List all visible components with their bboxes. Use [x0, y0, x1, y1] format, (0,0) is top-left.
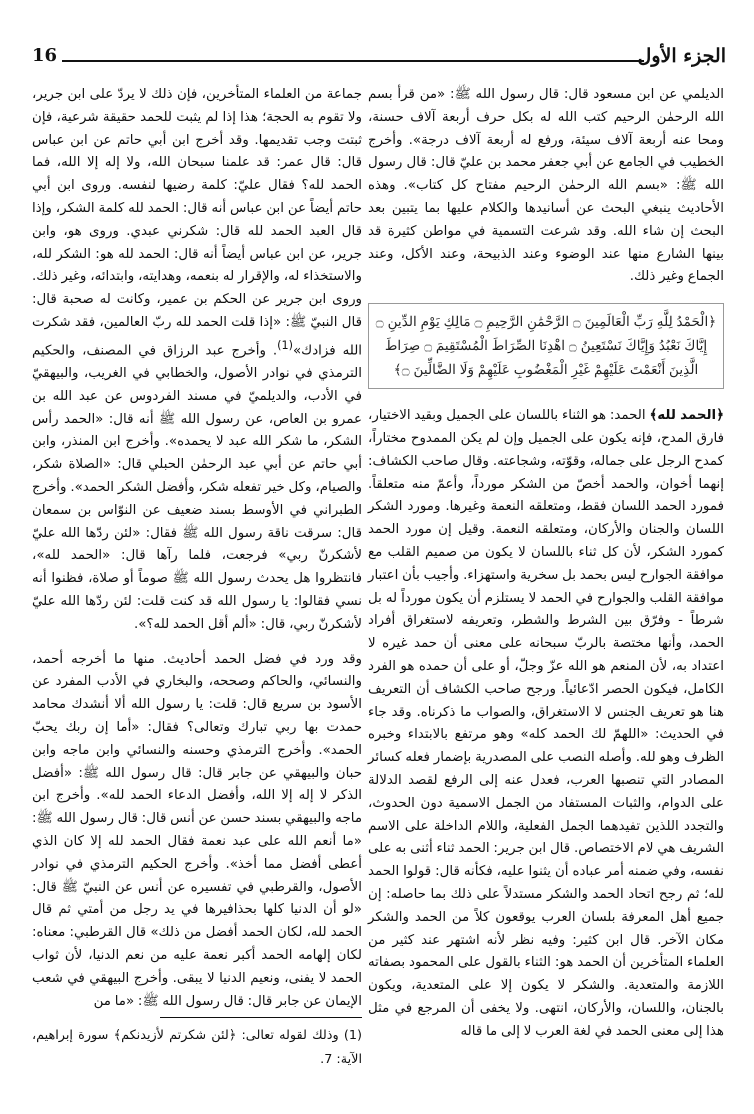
page-number: 16 [32, 45, 58, 66]
footnote-marker: (1) [277, 338, 293, 352]
quran-verse-box: ﴿الْحَمْدُ لِلَّهِ رَبِّ الْعَالَمِينَ ۝ الرَّحْمَٰنِ الرَّحِيمِ ۝ مَالِكِ يَوْمِ الدِّينِ ۝ إِيَّاكَ نَعْبُدُ وَإِيَّاكَ نَسْتَعِينُ ۝ اهْدِنَا الصِّرَاطَ الْمُسْتَقِيمَ ۝ صِرَاطَ الَّذِينَ أَنْعَمْتَ عَلَيْهِمْ غَيْرِ الْمَغْضُوبِ عَلَيْهِمْ وَلَا الضَّالِّينَ ۝﴾ [368, 303, 724, 389]
footnote-rule [160, 1017, 362, 1018]
running-title: الجزء الأول [637, 45, 726, 67]
right-paragraph-1: الديلمي عن ابن مسعود قال: قال رسول الله ﷺ: «من قرأ بسم الله الرحمٰن الرحيم كتب الله له بكل حرف أربعة آلاف حسنة، ومحا عنه أربعة آلاف سيئة، ورفع له أربعة آلاف درجة». وأخرج الخطيب في الجامع عن أبي جعفر محمد بن عليّ قال: قال رسول الله ﷺ: «بسم الله الرحمٰن الرحيم مفتاح كل كتاب». وهذه الأحاديث ينبغي البحث عن أسانيدها والكلام عليها بما يتبين بعد البحث إن شاء الله. وقد شرعت التسمية في مواطن كثيرة قد بينها الشارع منها عند الوضوء وعند الذبيحة، وعند الأكل، وعند الجماع وغير ذلك. [368, 87, 724, 285]
right-paragraph-2-text: الحمد: هو الثناء باللسان على الجميل وبقيد الاختيار، فارق المدح، فإنه يكون على الجميل وإن لم يكن الممدوح مختاراً، كمدح الرجل على جماله، وقوّته، وشجاعته. وقال صاحب الكشاف: إنهما أخوان، والحمد أخصّ من الشكر مورداً، وأعمّ منه متعلقاً. فمورد الحمد اللسان فقط، ومتعلقه النعمة وغيرها. ومورد الشكر اللسان والجنان والأركان، ومتعلقه النعمة. وقيل إن مورد الحمد كمورد الشكر، لأن كل ثناء باللسان لا يكون من صميم القلب مع موافقة الجوارح ليس بحمد بل سخرية واستهزاء. وأجيب بأن اعتبار موافقة القلب والجوارح في الحمد لا يستلزم أن يكون مورداً له بل شرطاً - وفرّق بين الشرط والشطر، وتعريفه لاستغراق أفراد الحمد، وأنها مختصة بالربّ سبحانه على معنى أن حمد غيره لا اعتداد به، لأن المنعم هو الله عزّ وجلّ، أو على أن حمده هو الفرد الكامل، فيكون الحصر ادّعائياً. ورجح صاحب الكشاف أن التعريف هنا هو تعريف الجنس لا الاستغراق، والصواب ما ذكرناه. وقد جاء في الحديث: «اللهمّ لك الحمد كله» وهو مرتفع بالابتداء وخبره الظرف وهو لله. وأصله النصب على المصدرية بإضمار فعله كسائر المصادر التي تنصبها العرب، فعدل عنه إلى الرفع لقصد الدلالة على الدوام، والثبات المستفاد من الجمل الاسمية دون الحدوث، والتجدد اللذين تفيدهما الجمل الفعلية، واللام الداخلة على الاسم الشريف هي لام الاختصاص. قال ابن جرير: الحمد ثناء أثنى به على نفسه، وفي ضمنه أمر عباده أن يثنوا عليه، فكأنه قال: قولوا الحمد لله؛ ثم رجح اتحاد الحمد والشكر مستدلاً على ذلك بما حاصله: إن جميع أهل المعرفة بلسان العرب يوقعون كلاً من الحمد والشكر مكان الآخر. قال ابن كثير: وفيه نظر لأنه اشتهر عند كثير من العلماء المتأخرين أن الحمد هو: الثناء بالقول على المحمود بصفاته اللازمة والمتعدية. والشكر لا يكون إلا على المتعدية، ويكون بالجنان، واللسان، والأركان، انتهى. ولا يخفى أن المرجع في مثل هذا إلى معنى الحمد في لغة العرب لا إلى ما قاله [368, 408, 724, 1039]
page-header [32, 44, 726, 72]
left-paragraph-1 [32, 84, 362, 637]
header-rule [62, 60, 644, 62]
left-column [32, 84, 362, 1013]
footnote: (1) وذلك لقوله تعالى: ﴿لئن شكرتم لأزيدنكم﴾ سورة إبراهيم، الآية: 7. [32, 1028, 362, 1067]
left-paragraph-2: وقد ورد في فضل الحمد أحاديث. منها ما أخرجه أحمد، والنسائي، والحاكم وصححه، والبخاري في الأدب المفرد عن الأسود بن سريع قال: قلت: يا رسول الله ألا أنشدك محامد حمدت بها ربي تبارك وتعالى؟ فقال: «أما إن ربك يحبّ الحمد». وأخرج الترمذي وحسنه والنسائي وابن ماجه وابن حبان والبيهقي عن جابر قال: قال رسول الله ﷺ: «أفضل الذكر لا إله إلا الله، وأفضل الدعاء الحمد لله». وأخرج ابن ماجه والبيهقي بسند حسن عن أنس قال: قال رسول الله ﷺ: «ما أنعم الله على عبد نعمة فقال الحمد لله إلا كان الذي أعطى أفضل مما أخذ». وأخرج الحكيم الترمذي في نوادر الأصول، والقرطبي في تفسيره عن أنس عن النبيّ ﷺ قال: «لو أن الدنيا كلها بحذافيرها في يد رجل من أمتي ثم قال الحمد لله، لكان الحمد أفضل من ذلك» قال القرطبي: معناه: لكان إلهامه الحمد أكبر نعمة عليه من نعم الدنيا، لأن ثواب الحمد لا يفنى، ونعيم الدنيا لا يبقى. وأخرج البيهقي في شعب الإيمان عن جابر قال: قال رسول الله ﷺ: «ما من [32, 651, 362, 1009]
left-paragraph-1-text: جماعة من العلماء المتأخرين، فإن ذلك لا يردّ على ابن جرير، ولا تقوم به الحجة؛ هذا إذا لم يثبت للحمد حقيقة شرعية، فإن ثبتت وجب تقديمها. وقد أخرج ابن أبي حاتم عن ابن عباس قال: قال عمر: قد علمنا سبحان الله، ولا إله إلا الله، فما الحمد لله؟ فقال عليّ: كلمة رضيها لنفسه. وروى ابن أبي حاتم أيضاً عن ابن عباس أنه قال: الحمد لله كلمة الشكر، وإذا قال العبد الحمد لله قال: شكرني عبدي. وروى هو، وابن جرير، عن ابن عباس أيضاً أنه قال: الحمد لله هو: الشكر لله، والاستخذاء له، والإقرار له بنعمه، وهدايته، وابتدائه، وغير ذلك. وروى ابن جرير عن الحكم بن عمير، وكانت له صحبة قال: قال النبيّ ﷺ: «إذا قلت الحمد لله ربّ العالمين، فقد شكرت الله فزادك» [32, 87, 362, 359]
verse-lead: ﴿الحمد لله﴾ [649, 408, 724, 424]
right-paragraph-2 [368, 405, 724, 1043]
left-paragraph-1-end: . وأخرج عبد الرزاق في المصنف، والحكيم الترمذي في نوادر الأصول، والخطابي في الغريب، والبيهقيّ في الأدب، والديلميّ في مسند الفردوس عن عبد الله بن عمرو بن العاص، عن رسول الله ﷺ أنه قال: «الحمد رأس الشكر، ما شكر الله عبد لا يحمده». وأخرج ابن المنذر، وابن أبي حاتم عن أبي عبد الرحمٰن الحبلي قال: «الصلاة شكر، والصيام، وكل خير تفعله شكر، وأفضل الشكر الحمد». وأخرج الطبراني في الأوسط بسند ضعيف عن النوّاس بن سمعان قال: سرقت ناقة رسول الله ﷺ فقال: «لئن ردّها الله عليّ لأشكرنّ ربي» فرجعت، فلما رآها قال: «الحمد لله»، فانتظروا هل يحدث رسول الله ﷺ صوماً أو صلاة، فظنوا أنه نسي فقالوا: يا رسول الله قد كنت قلت: لئن ردّها الله عليّ لأشكرنّ ربي، قال: «ألم أقل الحمد لله؟». [32, 343, 362, 632]
right-column [368, 84, 724, 1043]
